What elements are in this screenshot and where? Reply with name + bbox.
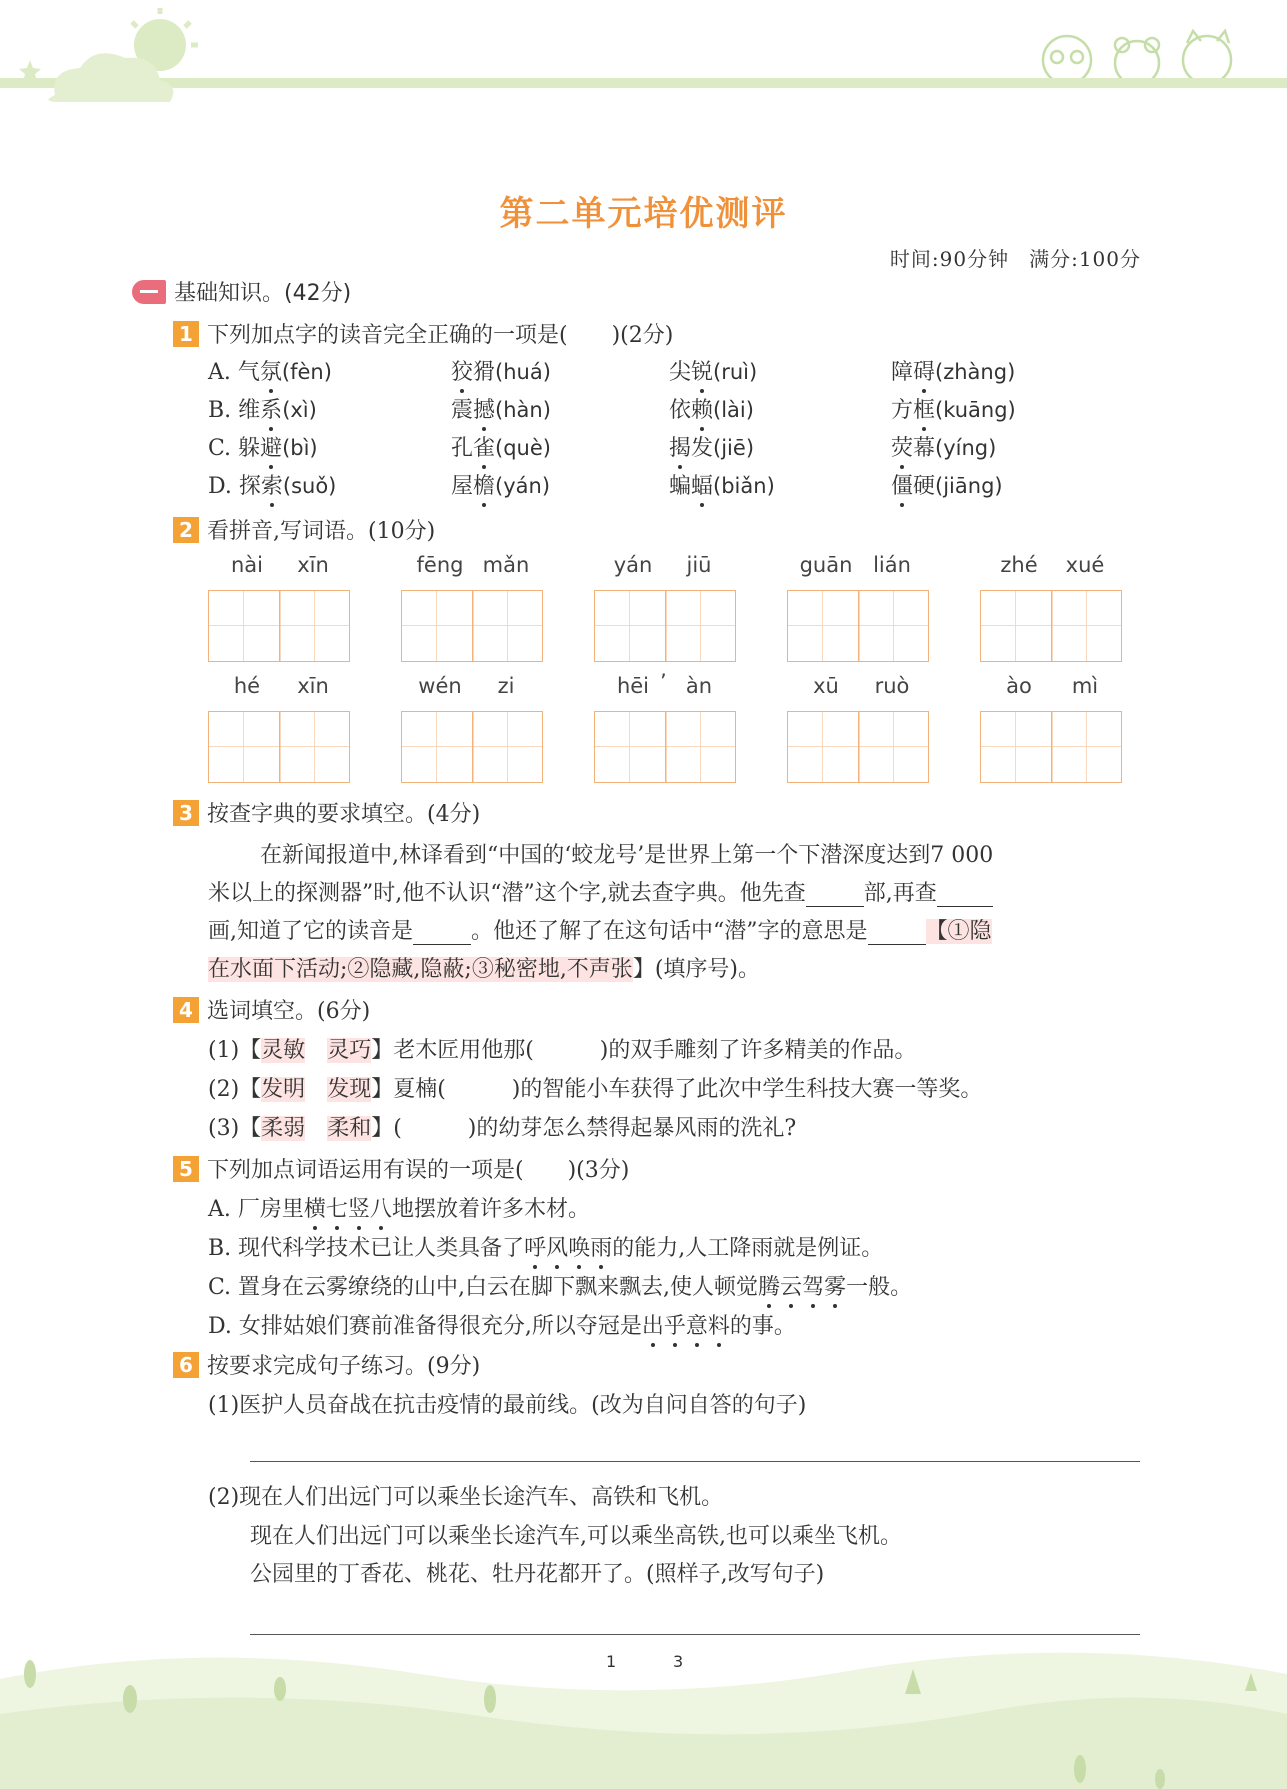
- choice-word: 灵敏: [261, 1038, 306, 1063]
- pinyin-syllable: hēi: [616, 674, 650, 698]
- spacer: [305, 1038, 327, 1063]
- option-item: [208, 431, 318, 462]
- spacer: [305, 1116, 327, 1141]
- writing-grid[interactable]: [787, 590, 929, 662]
- cloud-sun-icon: [0, 0, 220, 120]
- choice-word: 柔弱: [261, 1116, 306, 1141]
- dotted-char: 呼: [524, 1231, 546, 1262]
- writing-grid[interactable]: [401, 711, 543, 783]
- option-label: A.: [208, 360, 238, 385]
- option-item: [891, 355, 1015, 386]
- option-item: [451, 469, 550, 500]
- spacer: [305, 1077, 327, 1102]
- pinyin-syllable: xīn: [297, 674, 329, 698]
- question-3: [173, 797, 480, 828]
- word-part: 维: [238, 398, 261, 423]
- choice-word: 柔和: [327, 1116, 372, 1141]
- option-item: [669, 393, 754, 424]
- pinyin-label: [401, 674, 545, 698]
- hills-landscape-icon: [0, 1619, 1287, 1789]
- option-row: [208, 469, 1108, 499]
- pinyin-syllable: mì: [1071, 674, 1099, 698]
- word-part: 幕: [913, 436, 936, 461]
- q3-line-3: 画,知道了它的读音是 。他还了解了在这句话中“潜”字的意思是 【①隐: [208, 919, 992, 944]
- writing-grid[interactable]: [594, 590, 736, 662]
- pinyin: (kuāng): [935, 398, 1016, 422]
- pinyin-syllable: ruò: [874, 674, 910, 698]
- dotted-char: 出: [642, 1309, 664, 1340]
- page-title: 第二单元培优测评: [499, 194, 788, 234]
- pinyin: (jiāng): [935, 474, 1003, 498]
- q6-sentence-1: (1)医护人员奋战在抗击疫情的最前线。(改为自问自答的句子): [208, 1393, 807, 1418]
- section-label: 基础知识。(42分): [174, 281, 352, 306]
- dotted-char: 雀: [473, 431, 495, 462]
- pinyin-label: [980, 674, 1124, 698]
- option-item: [208, 1270, 912, 1301]
- question-number: 3: [173, 800, 199, 826]
- word-part: 猾: [473, 360, 496, 385]
- option-item: [891, 431, 996, 462]
- question-text: 按查字典的要求填空。(4分): [207, 802, 481, 827]
- pinyin-label: [787, 553, 931, 577]
- q3-line-4: 在水面下活动;②隐藏,隐蔽;③秘密地,不声张】(填序号)。: [208, 957, 760, 982]
- pinyin: (hàn): [495, 398, 551, 422]
- page-number-right: 3: [673, 1652, 684, 1671]
- fill-choice-item: [208, 1033, 916, 1064]
- option-text: C. 置身在云雾缭绕的山中,白云在脚下飘来飘去,使人顿觉: [208, 1275, 759, 1300]
- item-number: (2)【: [208, 1077, 262, 1102]
- question-text: 看拼音,写词语。(10分): [207, 519, 436, 544]
- dotted-char: 唤: [568, 1231, 590, 1262]
- question-number: 6: [173, 1352, 199, 1378]
- page-number-left: 1: [606, 1652, 617, 1671]
- pinyin: (huá): [495, 360, 551, 384]
- q3-line-2: 米以上的探测器”时,他不认识“潜”这个字,就去查字典。他先查 部,再查: [208, 876, 993, 907]
- choice-word: 发明: [261, 1077, 306, 1102]
- pinyin-syllable: mǎn: [482, 553, 530, 577]
- option-item: [208, 393, 317, 424]
- item-text: 】( )的幼芽怎么禁得起暴风雨的洗礼?: [371, 1116, 797, 1141]
- pinyin: (biǎn): [713, 474, 775, 498]
- word-part: 发: [691, 436, 714, 461]
- question-5: [173, 1153, 629, 1184]
- pinyin-syllable: zhé: [1000, 553, 1038, 577]
- pinyin-syllable: xué: [1065, 553, 1105, 577]
- pinyin-syllable: xīn: [297, 553, 329, 577]
- dotted-char: 腾: [758, 1270, 780, 1301]
- choice-word: 灵巧: [327, 1038, 372, 1063]
- word-part: 气: [237, 360, 260, 385]
- dotted-char: 云: [780, 1270, 802, 1301]
- dotted-char: 锐: [691, 355, 713, 386]
- option-item: [669, 431, 754, 462]
- option-label: B.: [208, 398, 239, 423]
- pinyin-label: [594, 670, 738, 698]
- writing-grid[interactable]: [208, 711, 350, 783]
- dotted-char: 雾: [824, 1270, 846, 1301]
- question-number: 5: [173, 1156, 199, 1182]
- dotted-char: 撼: [473, 393, 495, 424]
- option-text: A. 厂房里: [208, 1197, 304, 1222]
- animal-faces-icon: [1027, 15, 1247, 95]
- pinyin: (jiē): [713, 436, 755, 460]
- fill-choice-item: [208, 1111, 796, 1142]
- pinyin: (lài): [713, 398, 754, 422]
- option-item: [669, 469, 775, 500]
- dotted-char: 竖: [348, 1192, 370, 1223]
- word-part: 尖: [669, 360, 692, 385]
- fill-choice-item: [208, 1072, 982, 1103]
- answer-line[interactable]: [250, 1461, 1140, 1462]
- pinyin-syllable: àn: [685, 674, 713, 698]
- item-number: (1)【: [208, 1038, 262, 1063]
- writing-grid[interactable]: [787, 711, 929, 783]
- word-part: 躲: [238, 436, 261, 461]
- dotted-char: 系: [260, 393, 282, 424]
- section-heading: [132, 276, 351, 307]
- option-text: B. 现代科学技术已让人类具备了: [208, 1236, 525, 1261]
- section-badge: [132, 280, 166, 304]
- pinyin-syllable: xū: [813, 674, 839, 698]
- dotted-char: 雨: [590, 1231, 612, 1262]
- pinyin-syllable: yán: [613, 553, 653, 577]
- pinyin-label: [208, 553, 352, 577]
- q6-task: 公园里的丁香花、桃花、牡丹花都开了。(照样子,改写句子): [250, 1562, 825, 1587]
- writing-grid[interactable]: [980, 590, 1122, 662]
- option-row: [208, 355, 1108, 385]
- pinyin: (yán): [495, 474, 551, 498]
- writing-grid[interactable]: [594, 711, 736, 783]
- pinyin-syllable: wén: [418, 674, 462, 698]
- dotted-char: 赖: [691, 393, 713, 424]
- dotted-char: 乎: [664, 1309, 686, 1340]
- full-score: 满分:100分: [1029, 247, 1141, 271]
- word-part: 探: [238, 474, 261, 499]
- word-part: 孔: [451, 436, 474, 461]
- option-label: C.: [208, 436, 239, 461]
- dotted-char: 驾: [802, 1270, 824, 1301]
- option-item: [208, 1192, 590, 1223]
- option-item: [451, 393, 551, 424]
- pinyin: (bì): [282, 436, 318, 460]
- answer-blank[interactable]: [868, 944, 926, 945]
- pinyin: (suǒ): [282, 474, 337, 498]
- time-limit: 时间:90分钟: [889, 247, 1010, 271]
- dotted-char: 索: [261, 469, 283, 500]
- question-number: 1: [173, 321, 199, 347]
- question-text: 下列加点字的读音完全正确的一项是( )(2分): [207, 323, 674, 348]
- option-text: 地摆放着许多木材。: [391, 1197, 590, 1222]
- exam-info: [870, 243, 1141, 272]
- pinyin: (què): [495, 436, 551, 460]
- option-text: 的事。: [729, 1314, 796, 1339]
- item-text: 】老木匠用他那( )的双手雕刻了许多精美的作品。: [371, 1038, 917, 1063]
- dotted-char: 意: [686, 1309, 708, 1340]
- dotted-char: 碍: [913, 355, 935, 386]
- pinyin-label: [980, 553, 1124, 577]
- dotted-char: 氛: [260, 355, 282, 386]
- pinyin-syllable: zi: [497, 674, 515, 698]
- word-part: 震: [451, 398, 474, 423]
- pinyin-syllable: lián: [873, 553, 911, 577]
- question-text: 按要求完成句子练习。(9分): [207, 1354, 481, 1379]
- question-4: [173, 994, 370, 1025]
- option-text: D. 女排姑娘们赛前准备得很充分,所以夺冠是: [208, 1314, 642, 1339]
- apostrophe: ’: [660, 670, 667, 694]
- question-text: 选词填空。(6分): [207, 999, 371, 1024]
- option-row: [208, 393, 1108, 423]
- dotted-char: 框: [913, 393, 935, 424]
- pinyin-syllable: hé: [233, 674, 261, 698]
- word-part: 方: [891, 398, 914, 423]
- pinyin: (yíng): [935, 436, 997, 460]
- option-item: [208, 469, 336, 500]
- pinyin: (ruì): [713, 360, 758, 384]
- option-row: [208, 431, 1108, 461]
- pinyin-syllable: guān: [799, 553, 853, 577]
- word-part: 屋: [451, 474, 474, 499]
- question-2: [173, 514, 435, 545]
- option-text: 的能力,人工降雨就是例证。: [612, 1236, 884, 1261]
- pinyin-syllable: jiū: [686, 553, 712, 577]
- dotted-char: 横: [304, 1192, 326, 1223]
- dotted-char: 风: [546, 1231, 568, 1262]
- dotted-char: 檐: [473, 469, 495, 500]
- writing-grid[interactable]: [401, 590, 543, 662]
- writing-grid[interactable]: [980, 711, 1122, 783]
- dotted-char: 揭: [669, 431, 691, 462]
- q3-line-1: 在新闻报道中,林译看到“中国的‘蛟龙号’是世界上第一个下潜深度达到7 000: [260, 843, 994, 868]
- dotted-char: 蝠: [691, 469, 713, 500]
- option-item: [891, 393, 1016, 424]
- pinyin-label: [401, 553, 545, 577]
- pinyin-label: [787, 674, 931, 698]
- dotted-char: 僵: [891, 469, 913, 500]
- pinyin: (xì): [282, 398, 317, 422]
- answer-blank[interactable]: [413, 944, 471, 945]
- option-item: [451, 431, 551, 462]
- word-part: 依: [669, 398, 692, 423]
- option-item: [451, 355, 551, 386]
- question-number: 4: [173, 997, 199, 1023]
- dotted-char: 料: [708, 1309, 730, 1340]
- dotted-char: 七: [326, 1192, 348, 1223]
- dotted-char: 八: [370, 1192, 392, 1223]
- answer-blank[interactable]: [937, 906, 993, 907]
- question-number: 2: [173, 517, 199, 543]
- dotted-char: 荧: [891, 431, 913, 462]
- word-part: 蝙: [669, 474, 692, 499]
- option-item: [208, 355, 332, 386]
- question-6: [173, 1349, 480, 1380]
- pinyin: (zhàng): [935, 360, 1016, 384]
- option-item: [208, 1309, 796, 1340]
- question-text: 下列加点词语运用有误的一项是( )(3分): [207, 1158, 630, 1183]
- pinyin-syllable: fēng: [416, 553, 464, 577]
- q6-example: 现在人们出远门可以乘坐长途汽车,可以乘坐高铁,也可以乘坐飞机。: [250, 1524, 902, 1549]
- item-number: (3)【: [208, 1116, 262, 1141]
- option-text: 一般。: [846, 1275, 913, 1300]
- question-1: [173, 318, 673, 349]
- word-part: 硬: [913, 474, 936, 499]
- pinyin-syllable: nài: [230, 553, 263, 577]
- pinyin: (fèn): [281, 360, 332, 384]
- dotted-char: 狡: [451, 355, 473, 386]
- pinyin-label: [208, 674, 352, 698]
- pinyin-syllable: ào: [1006, 674, 1032, 698]
- option-label: D.: [208, 474, 239, 499]
- item-text: 】夏楠( )的智能小车获得了此次中学生科技大赛一等奖。: [371, 1077, 983, 1102]
- option-item: [669, 355, 757, 386]
- option-item: [891, 469, 1003, 500]
- word-part: 障: [891, 360, 914, 385]
- pinyin-label: [594, 553, 738, 577]
- choice-word: 发现: [327, 1077, 372, 1102]
- writing-grid[interactable]: [208, 590, 350, 662]
- dotted-char: 避: [260, 431, 282, 462]
- option-item: [208, 1231, 883, 1262]
- q6-sentence-2: (2)现在人们出远门可以乘坐长途汽车、高铁和飞机。: [208, 1485, 724, 1510]
- answer-blank[interactable]: [806, 906, 864, 907]
